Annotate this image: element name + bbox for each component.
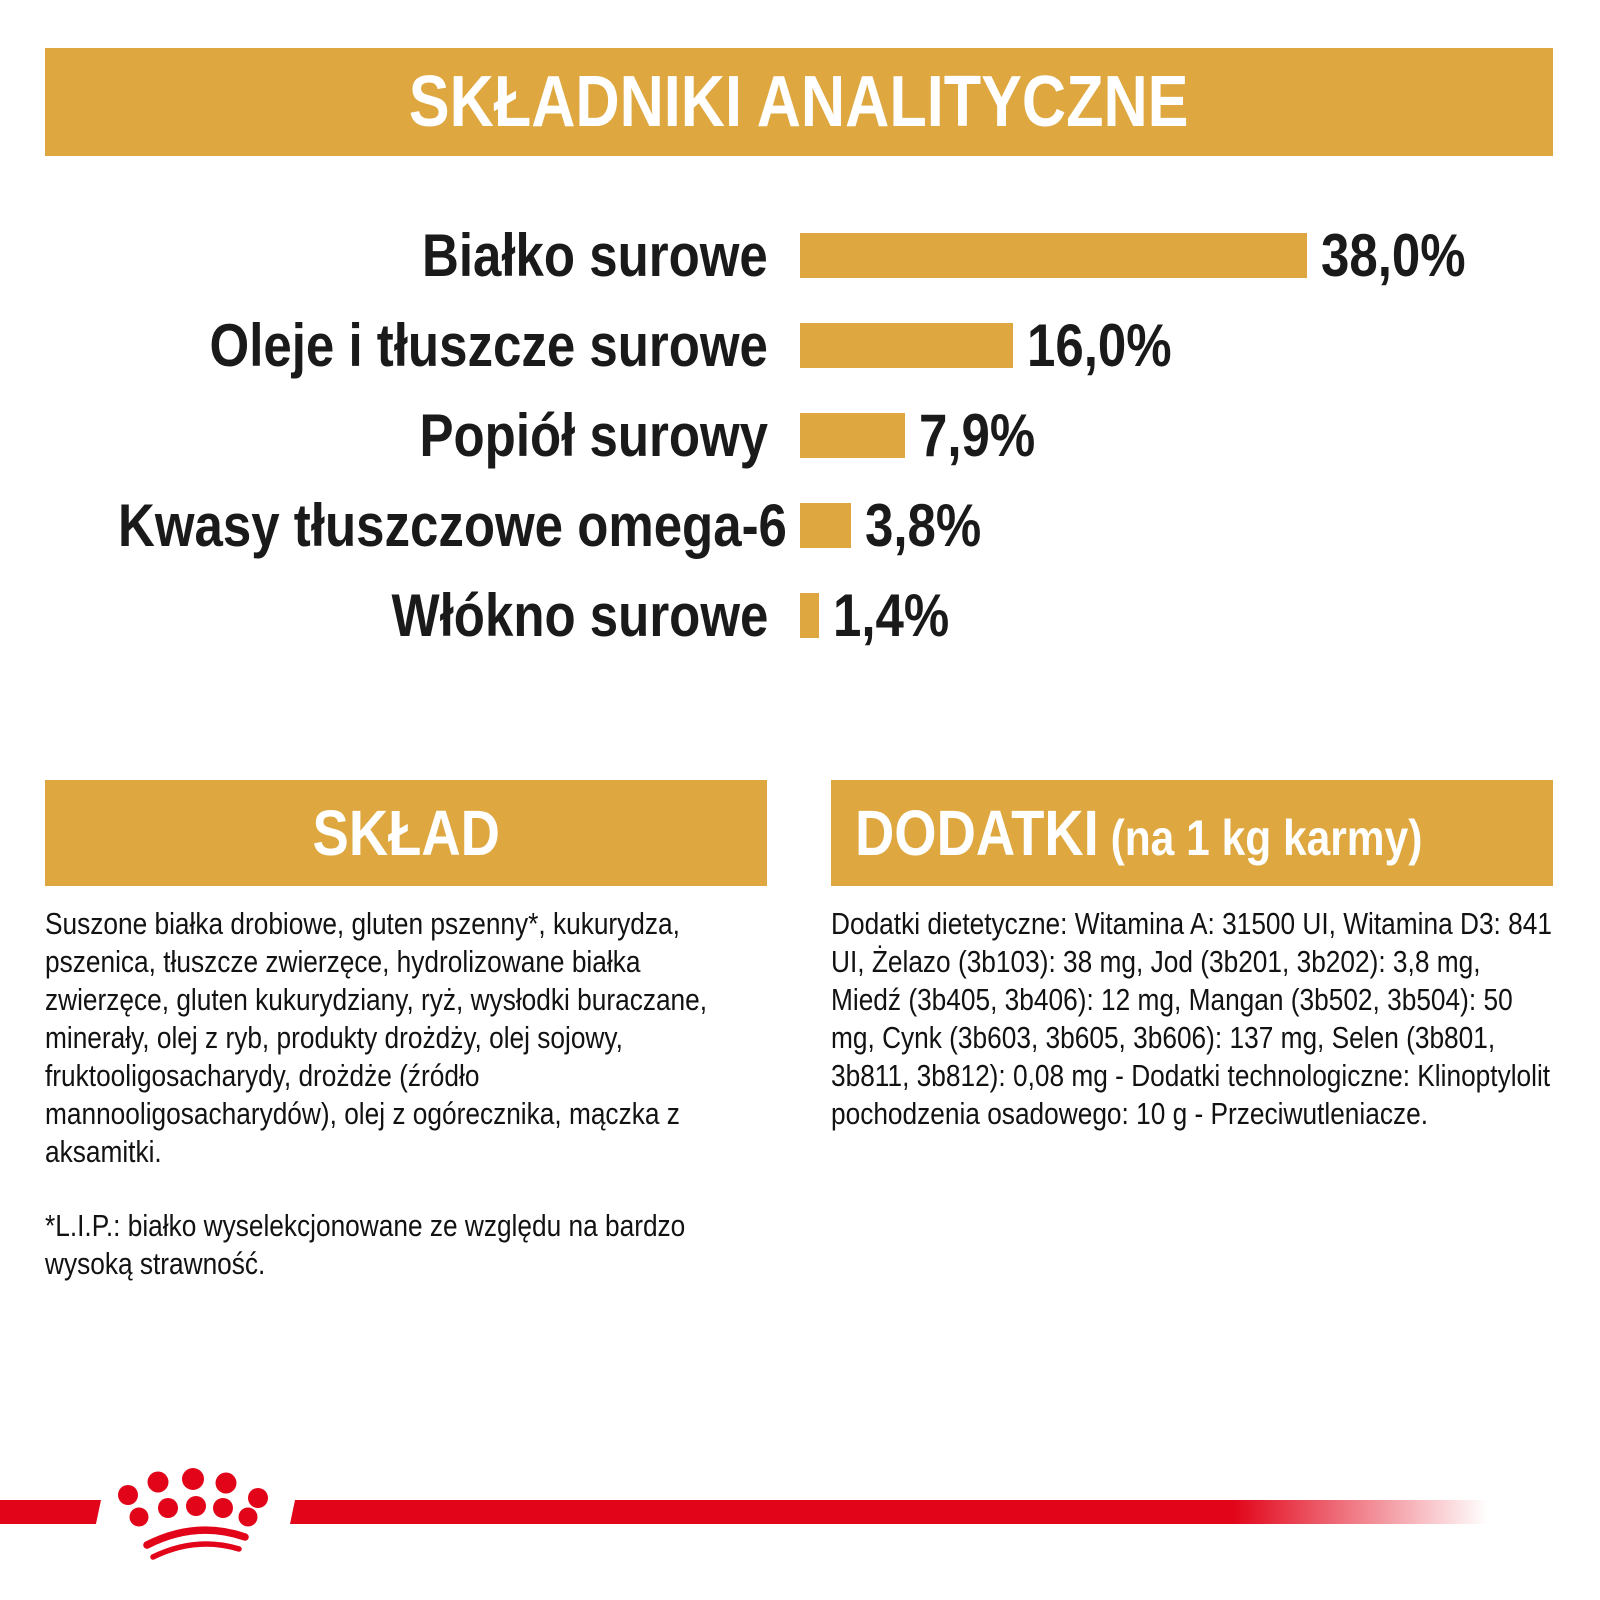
bar: [800, 413, 905, 458]
bar-label: Popiół surowy: [419, 401, 768, 469]
chart-row: [0, 480, 1600, 570]
dodatki-body-text: Dodatki dietetyczne: Witamina A: 31500 UI, Witamina D3: 841 UI, Żelazo (3b103): 38 mg, Jod (3b201, 3b202): 3,8 mg, Miedź (3b405, 3b406): 12 mg, Mangan (3b502, 3b504): 50 mg, Cynk (3b603, 3b605, 3b606): 137 mg, Selen (3b801, 3b811, 3b812): 0,08 mg - Dodatki technologiczne: Klinoptylolit pochodzenia osadowego: 10 g - Przeciwutleniacze.: [831, 906, 1552, 1131]
brand-stripe-right: [290, 1500, 1500, 1524]
bar-value-label: 3,8%: [865, 491, 982, 559]
bar: [800, 323, 1013, 368]
chart-row: [0, 570, 1600, 660]
sklad-header-banner: [45, 780, 767, 886]
royal-canin-crown-icon: [105, 1432, 285, 1562]
bar-value-label: 1,4%: [833, 581, 950, 649]
analytical-components-chart: [0, 210, 1600, 660]
dodatki-title: [855, 796, 1422, 870]
bar-value-label: 16,0%: [1027, 311, 1172, 379]
sklad-body-text: Suszone białka drobiowe, gluten pszenny*, kukurydza, pszenica, tłuszcze zwierzęce, hydrolizowane białka zwierzęce, gluten kukurydziany, ryż, wysłodki buraczane, minerały, olej z ryb, produkty drożdży, olej sojowy, fruktooligosacharydy, drożdże (źródło mannooligosacharydów), olej z ogórecznika, mączka z aksamitki.: [45, 906, 708, 1169]
dodatki-title-suffix: (na 1 kg karmy): [1098, 810, 1423, 866]
chart-row: [0, 390, 1600, 480]
bar-label: Białko surowe: [422, 221, 768, 289]
bar-label: Oleje i tłuszcze surowe: [209, 311, 768, 379]
bar: [800, 593, 819, 638]
chart-row: [0, 210, 1600, 300]
chart-row: [0, 300, 1600, 390]
bar: [800, 503, 851, 548]
bar-label: Kwasy tłuszczowe omega-6: [118, 491, 787, 559]
page-title: SKŁADNIKI ANALITYCZNE: [409, 62, 1189, 142]
sklad-title: SKŁAD: [312, 797, 500, 869]
dodatki-header-banner: [831, 780, 1553, 886]
lip-footnote: [45, 1207, 750, 1283]
bar-value-label: 38,0%: [1321, 221, 1466, 289]
header-banner: [45, 48, 1553, 156]
lip-footnote-text: *L.I.P.: białko wyselekcjonowane ze względu na bardzo wysoką strawność.: [45, 1208, 686, 1281]
bar-label: Włókno surowe: [391, 581, 768, 649]
dodatki-title-main: DODATKI: [855, 797, 1099, 869]
dodatki-body: [831, 905, 1553, 1133]
brand-stripe-left: [0, 1500, 101, 1524]
sklad-body: [45, 905, 750, 1171]
bar: [800, 233, 1307, 278]
bar-value-label: 7,9%: [919, 401, 1036, 469]
